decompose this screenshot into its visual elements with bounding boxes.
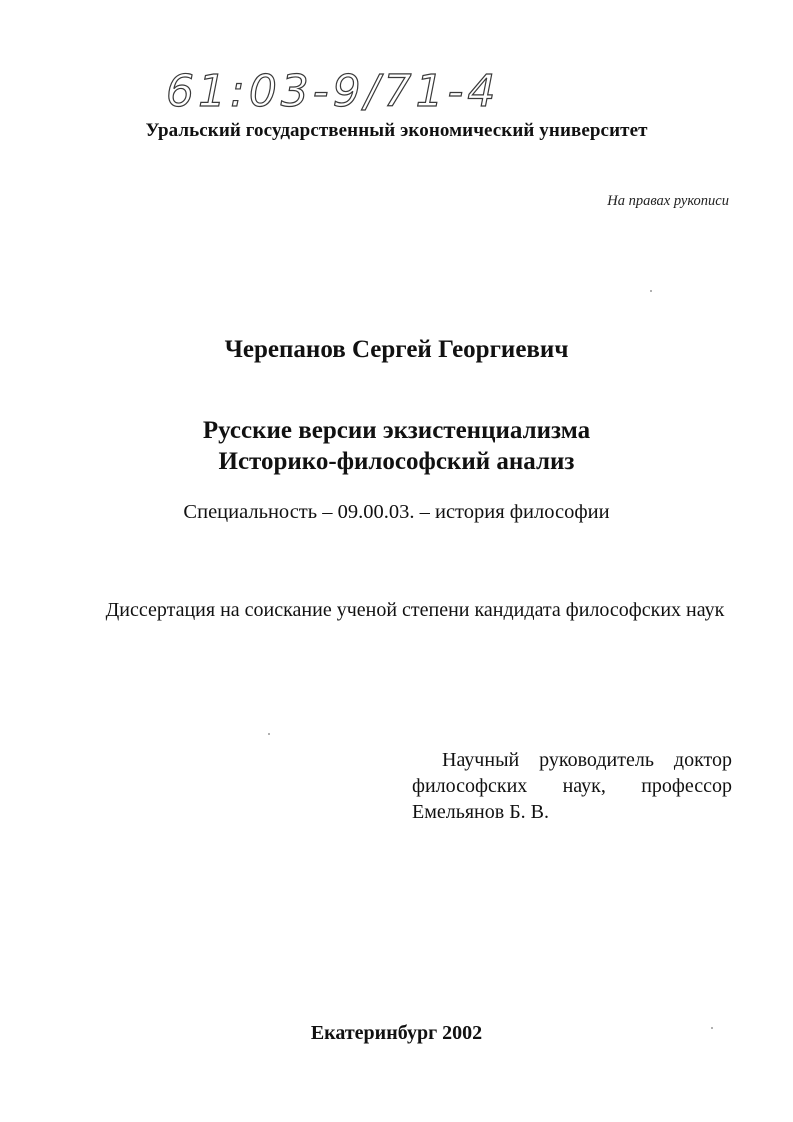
handwritten-archive-code xyxy=(160,62,520,124)
dissertation-title-line-1: Русские версии экзистенциализма xyxy=(202,417,591,444)
university-name: Уральский государственный экономический университет xyxy=(145,120,648,141)
dissertation-title-line-2: Историко-философский анализ xyxy=(218,448,575,475)
degree-statement: Диссертация на соискание ученой степени кандидата философских наук xyxy=(105,599,725,621)
specialty-line: Специальность – 09.00.03. – история философии xyxy=(183,501,610,523)
scan-speck xyxy=(711,1027,713,1029)
handwritten-code-text: 61:03-9/71-4 xyxy=(166,66,500,117)
scientific-supervisor xyxy=(412,747,732,825)
scan-speck xyxy=(650,290,652,292)
scan-speck xyxy=(268,733,270,735)
city-and-year: Екатеринбург 2002 xyxy=(310,1022,483,1044)
manuscript-rights-note: На правах рукописи xyxy=(607,193,729,209)
author-name: Черепанов Сергей Георгиевич xyxy=(224,336,569,363)
supervisor-text: Научный руководитель доктор философских наук, профессор Емельянов Б. В. xyxy=(412,749,732,823)
